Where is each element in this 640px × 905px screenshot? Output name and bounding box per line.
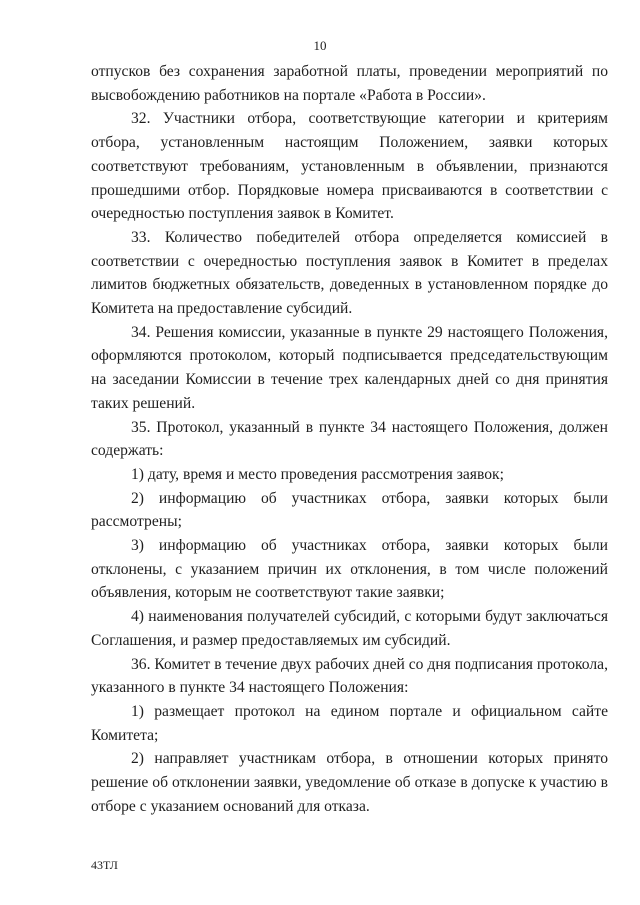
list-item: 3) информацию об участниках отбора, заявки которых были отклонены, с указанием причин их отклонения, в том числе положений объявления, которым не соответствуют такие заявки; — [91, 537, 608, 602]
list-item: 1) дату, время и место проведения рассмотрения заявок; — [131, 465, 504, 483]
list-item: 1) размещает протокол на едином портале и официальном сайте Комитета; — [91, 702, 608, 744]
list-item: 2) направляет участникам отбора, в отношении которых принято решение об отклонении заявки, уведомление об отказе в допуске к участию в отборе с указанием оснований для отказа. — [91, 750, 608, 815]
paragraph: 35. Протокол, указанный в пункте 34 настоящего Положения, должен содержать: — [91, 418, 608, 460]
paragraph: 33. Количество победителей отбора определяется комиссией в соответствии с очередностью поступления заявок в Комитет в пределах лимитов бюджетных обязательств, доведенных в установленном порядке до Комитета на предоставление субсидий. — [91, 228, 608, 318]
page-number: 10 — [313, 38, 327, 53]
document-body — [91, 60, 608, 819]
paragraph: 34. Решения комиссии, указанные в пункте 29 настоящего Положения, оформляются протоколом, который подписывается председательствующим на заседании Комиссии в течение трех календарных дней со дня принятия таких решений. — [91, 323, 608, 412]
footer-code: 43ТЛ — [91, 858, 118, 872]
paragraph: отпусков без сохранения заработной платы, проведении мероприятий по высвобождению работников на портале «Работа в России». — [91, 63, 608, 104]
paragraph: 32. Участники отбора, соответствующие категории и критериям отбора, установленным настоящим Положением, заявки которых соответствуют требованиям, установленным в объявлении, признаются прошедшими отбор. Порядковые номера присваиваются в соответствии с очередностью поступления заявок в Комитет. — [91, 110, 608, 223]
list-item: 2) информацию об участниках отбора, заявки которых были рассмотрены; — [91, 489, 608, 531]
list-item: 4) наименования получателей субсидий, с которыми будут заключаться Соглашения, и размер предоставляемых им субсидий. — [91, 608, 608, 649]
paragraph: 36. Комитет в течение двух рабочих дней со дня подписания протокола, указанного в пункте 34 настоящего Положения: — [91, 655, 608, 697]
